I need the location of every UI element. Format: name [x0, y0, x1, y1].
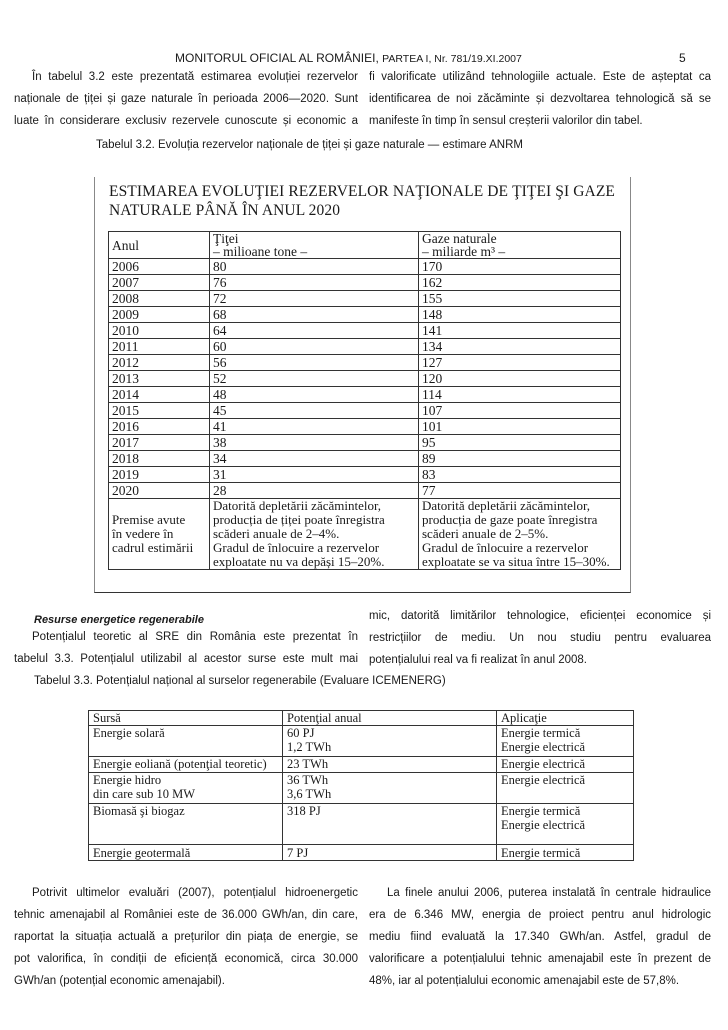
section-subtitle: Resurse energetice regenerabile: [34, 614, 204, 626]
table-row: [109, 339, 621, 355]
cell-source: Biomasă şi biogaz: [89, 804, 283, 845]
text-line: luate în considerare exclusiv rezervele cunoscute și economic a: [14, 115, 358, 127]
cell-oil: 76: [210, 275, 419, 291]
cell-year: 2017: [109, 435, 210, 451]
cell-gas: 148: [419, 307, 621, 323]
journal-title: [175, 51, 522, 65]
text-line: mic, datorită limitărilor tehnologice, eficienței economice și: [369, 610, 711, 622]
renew-left-column: [14, 626, 358, 670]
table-row: [89, 773, 634, 804]
text-line: era de 6.346 MW, energia de proiect pentru anul hidrologic: [369, 909, 711, 921]
table32: [108, 231, 621, 570]
cell-oil: 64: [210, 323, 419, 339]
hydro-right-column: [369, 882, 711, 992]
cell-year: 2008: [109, 291, 210, 307]
table-row: [109, 355, 621, 371]
header-application: Aplicaţie: [497, 711, 634, 726]
cell-oil: 41: [210, 419, 419, 435]
text-line: GWh/an (potențial economic amenajabil).: [14, 975, 225, 987]
text-line: manifeste în timp în sensul creșterii valorilor din tabel.: [369, 115, 643, 127]
table-row: [109, 275, 621, 291]
table-row: [109, 259, 621, 275]
text-line: mediu fiind evaluată la 17.340 GWh/an. Astfel, gradul de: [369, 931, 711, 943]
cell-gas: 89: [419, 451, 621, 467]
text-line: pot valorifica, în condiții de eficiență economică, circa 30.000: [14, 953, 358, 965]
cell-gas: 162: [419, 275, 621, 291]
table-row: [89, 804, 634, 845]
table32-frame: [94, 177, 631, 593]
table-row: [109, 451, 621, 467]
journal-title-main: MONITORUL OFICIAL AL ROMÂNIEI,: [175, 51, 379, 65]
cell-source: Energie eoliană (potenţial teoretic): [89, 757, 283, 773]
hydro-left-column: [14, 882, 358, 992]
table-row: [109, 419, 621, 435]
table-row: [109, 387, 621, 403]
cell-year: 2020: [109, 483, 210, 499]
intro-left-column: [14, 66, 358, 132]
cell-gas: 155: [419, 291, 621, 307]
text-line: naționale de țiței și gaze naturale în perioada 2006—2020. Sunt: [14, 93, 358, 105]
cell-gas: 120: [419, 371, 621, 387]
cell-oil: 45: [210, 403, 419, 419]
text-line: identificarea de noi zăcăminte și dezvoltarea tehnologică să se: [369, 93, 711, 105]
premise-oil: Datorită depletării zăcămintelor, producția de țiței poate înregistra scăderi anuale de 2–4%. Gradul de înlocuire a rezervelor exploatate nu va depăși 15–20%.: [210, 499, 419, 570]
cell-gas: 114: [419, 387, 621, 403]
cell-gas: 83: [419, 467, 621, 483]
cell-oil: 80: [210, 259, 419, 275]
table-header-row: [89, 711, 634, 726]
header-potential: Potenţial anual: [283, 711, 497, 726]
cell-gas: 127: [419, 355, 621, 371]
table-row: [109, 323, 621, 339]
table-row: [109, 435, 621, 451]
cell-application: Energie termică: [497, 845, 634, 861]
premise-gas: Datorită depletării zăcămintelor, producția de gaze poate înregistra scăderi anuale de 2–5%. Gradul de înlocuire a rezervelor exploatate se va situa între 15–30%.: [419, 499, 621, 570]
journal-title-part: PARTEA I: [382, 53, 429, 65]
cell-source: Energie solară: [89, 726, 283, 757]
text-line: tabelul 3.3. Potențialul utilizabil al acestor surse este mult mai: [14, 653, 358, 665]
text-line: tehnic amenajabil al României este de 36.000 GWh/an, din care,: [14, 909, 358, 921]
cell-oil: 68: [210, 307, 419, 323]
cell-year: 2009: [109, 307, 210, 323]
cell-potential: 60 PJ 1,2 TWh: [283, 726, 497, 757]
text-line: raportat la situația actuală a prețurilor din piața de energie, se: [14, 931, 358, 943]
cell-year: 2006: [109, 259, 210, 275]
cell-year: 2011: [109, 339, 210, 355]
header-source: Sursă: [89, 711, 283, 726]
cell-oil: 60: [210, 339, 419, 355]
cell-year: 2019: [109, 467, 210, 483]
header-gas: Gaze naturale – miliarde m³ –: [419, 232, 621, 259]
cell-year: 2013: [109, 371, 210, 387]
cell-year: 2015: [109, 403, 210, 419]
text-line: În tabelul 3.2 este prezentată estimarea evoluției rezervelor: [32, 71, 358, 83]
cell-application: Energie electrică: [497, 773, 634, 804]
text-line: La finele anului 2006, puterea instalată în centrale hidraulice: [387, 887, 711, 899]
table32-title-line: ESTIMAREA EVOLUŢIEI REZERVELOR NAŢIONALE DE ŢIŢEI ŞI GAZE: [109, 183, 615, 200]
table-row: [109, 371, 621, 387]
cell-gas: 95: [419, 435, 621, 451]
table-row: [109, 403, 621, 419]
table32-title-line: NATURALE PÂNĂ ÎN ANUL 2020: [109, 202, 341, 219]
text-line: Potențialul teoretic al SRE din România este prezentat în: [32, 631, 358, 643]
text-line: Potrivit ultimelor evaluări (2007), potențialul hidroenergetic: [32, 887, 358, 899]
table32-caption: Tabelul 3.2. Evoluția rezervelor naționale de țiței și gaze naturale — estimare ANRM: [96, 139, 523, 151]
cell-source: Energie geotermală: [89, 845, 283, 861]
cell-gas: 170: [419, 259, 621, 275]
premise-label: Premise avute în vedere în cadrul estimării: [109, 499, 210, 570]
table33: [88, 710, 634, 861]
cell-gas: 134: [419, 339, 621, 355]
cell-potential: 7 PJ: [283, 845, 497, 861]
cell-gas: 107: [419, 403, 621, 419]
cell-oil: 34: [210, 451, 419, 467]
cell-year: 2007: [109, 275, 210, 291]
renew-right-column: [369, 605, 711, 671]
table32-title: [109, 182, 615, 220]
cell-oil: 28: [210, 483, 419, 499]
table-row: [109, 291, 621, 307]
table-row: [109, 307, 621, 323]
journal-title-rest: , Nr. 781/19.XI.2007: [428, 53, 522, 65]
cell-oil: 48: [210, 387, 419, 403]
cell-year: 2012: [109, 355, 210, 371]
cell-application: Energie termică Energie electrică: [497, 804, 634, 845]
cell-year: 2014: [109, 387, 210, 403]
cell-application: Energie termică Energie electrică: [497, 726, 634, 757]
cell-source: Energie hidro din care sub 10 MW: [89, 773, 283, 804]
header-oil: Ţiţei – milioane tone –: [210, 232, 419, 259]
table-row: [109, 467, 621, 483]
cell-gas: 101: [419, 419, 621, 435]
text-line: fi valorificate utilizând tehnologiile actuale. Este de așteptat ca: [369, 71, 711, 83]
table-row: [89, 726, 634, 757]
cell-oil: 52: [210, 371, 419, 387]
table-row: [109, 483, 621, 499]
page-number: 5: [679, 51, 686, 65]
cell-gas: 77: [419, 483, 621, 499]
cell-year: 2016: [109, 419, 210, 435]
cell-potential: 36 TWh 3,6 TWh: [283, 773, 497, 804]
premise-row: [109, 499, 621, 570]
text-line: restricțiilor de mediu. Un nou studiu pentru evaluarea: [369, 632, 711, 644]
header-year: Anul: [109, 232, 210, 259]
table-row: [89, 757, 634, 773]
cell-year: 2018: [109, 451, 210, 467]
cell-oil: 72: [210, 291, 419, 307]
text-line: 48%, iar al potențialului economic amenajabil este de 57,8%.: [369, 975, 680, 987]
text-line: potențialului real va fi realizat în anul 2008.: [369, 654, 588, 666]
intro-right-column: [369, 66, 711, 132]
table-header-row: [109, 232, 621, 259]
cell-application: Energie electrică: [497, 757, 634, 773]
cell-potential: 318 PJ: [283, 804, 497, 845]
table33-caption: Tabelul 3.3. Potențialul național al surselor regenerabile (Evaluare ICEMENERG): [34, 675, 446, 687]
cell-gas: 141: [419, 323, 621, 339]
table-row: [89, 845, 634, 861]
cell-oil: 38: [210, 435, 419, 451]
cell-oil: 56: [210, 355, 419, 371]
text-line: valorificare a potențialului tehnic amenajabil este în prezent de: [369, 953, 711, 965]
cell-year: 2010: [109, 323, 210, 339]
cell-oil: 31: [210, 467, 419, 483]
cell-potential: 23 TWh: [283, 757, 497, 773]
